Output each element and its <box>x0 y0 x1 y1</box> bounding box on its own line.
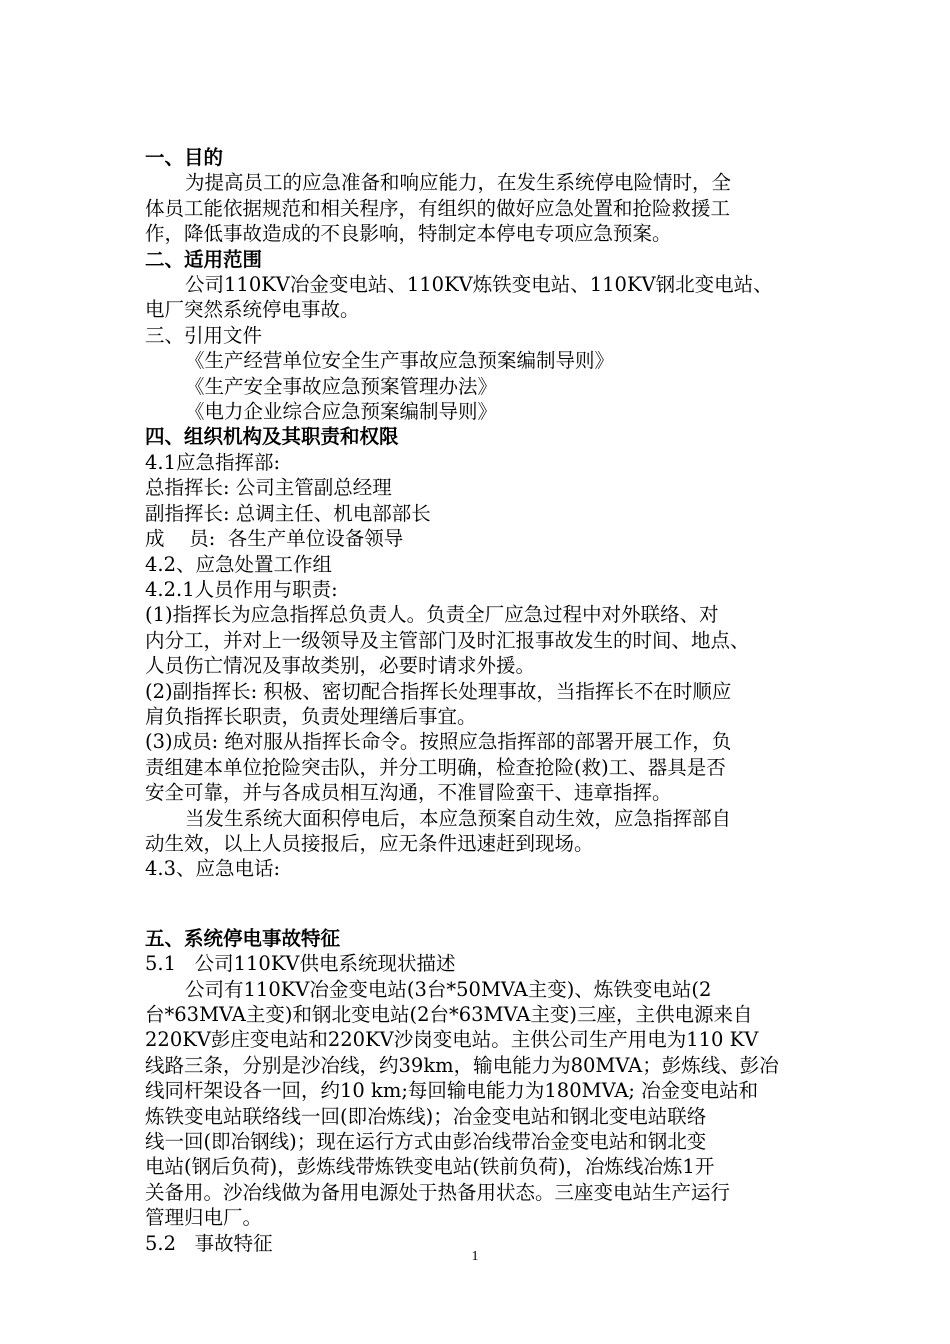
paragraph-line: 管理归电厂。 <box>145 1206 263 1230</box>
page-number: 1 <box>471 1249 479 1264</box>
paragraph-line: 当发生系统大面积停电后，本应急预案自动生效，应急指挥部自 <box>185 806 732 830</box>
paragraph-line: (3)成员: 绝对服从指挥长命令。按照应急指挥部的部署开展工作，负 <box>145 730 732 754</box>
section-heading: 三、引用文件 <box>145 323 263 347</box>
paragraph-line: 副指挥长: 总调主任、机电部部长 <box>145 501 431 525</box>
paragraph-line: 体员工能依据规范和相关程序，有组织的做好应急处置和抢险救援工 <box>145 196 731 220</box>
paragraph-line: 电站(钢后负荷)，彭炼线带炼铁变电站(铁前负荷)，冶炼线冶炼1开 <box>145 1155 715 1179</box>
paragraph-line: 炼铁变电站联络线一回(即冶炼线)；冶金变电站和钢北变电站联络 <box>145 1104 707 1128</box>
subsection-heading: 5.2 事故特征 <box>145 1231 273 1255</box>
paragraph-line: 220KV彭庄变电站和220KV沙岗变电站。主供公司生产用电为110 KV <box>145 1028 759 1052</box>
section-heading: 二、适用范围 <box>145 247 263 271</box>
paragraph-line: 线一回(即冶钢线)；现在运行方式由彭冶线带冶金变电站和钢北变 <box>145 1130 707 1154</box>
paragraph-line: 作，降低事故造成的不良影响，特制定本停电专项应急预案。 <box>145 222 672 246</box>
reference-doc: 《生产经营单位安全生产事故应急预案编制导则》 <box>185 349 615 373</box>
paragraph-line: 4.2.1人员作用与职责: <box>145 577 338 601</box>
paragraph-line: 动生效，以上人员接报后，应无条件迅速赶到现场。 <box>145 831 594 855</box>
section-heading: 五、系统停电事故特征 <box>145 926 341 950</box>
paragraph-line: 4.1应急指挥部: <box>145 450 281 474</box>
subsection-heading: 5.1 公司110KV供电系统现状描述 <box>145 952 456 976</box>
paragraph-line: 公司110KV冶金变电站、110KV炼铁变电站、110KV钢北变电站、 <box>185 273 773 297</box>
paragraph-line: 内分工，并对上一级领导及主管部门及时汇报事故发生的时间、地点、 <box>145 628 750 652</box>
paragraph-line: 安全可靠，并与各成员相互沟通，不准冒险蛮干、违章指挥。 <box>145 781 672 805</box>
section-heading: 四、组织机构及其职责和权限 <box>145 425 399 449</box>
paragraph-line: 关备用。沙冶线做为备用电源处于热备用状态。三座变电站生产运行 <box>145 1180 731 1204</box>
paragraph-line: 线路三条，分别是沙冶线，约39km，输电能力为80MVA；彭炼线、彭冶 <box>145 1053 779 1077</box>
paragraph-line: 责组建本单位抢险突击队，并分工明确，检查抢险(救)工、器具是否 <box>145 755 726 779</box>
paragraph-line: 为提高员工的应急准备和响应能力，在发生系统停电险情时，全 <box>185 171 732 195</box>
paragraph-line: 公司有110KV冶金变电站(3台*50MVA主变)、炼铁变电站(2 <box>185 977 712 1001</box>
paragraph-line: 4.2、应急处置工作组 <box>145 552 333 576</box>
reference-doc: 《电力企业综合应急预案编制导则》 <box>185 400 498 424</box>
paragraph-line: 人员伤亡情况及事故类别，必要时请求外援。 <box>145 654 536 678</box>
paragraph-line: 肩负指挥长职责，负责处理缮后事宜。 <box>145 704 477 728</box>
document-body <box>145 145 809 1256</box>
paragraph-line: 台*63MVA主变)和钢北变电站(2台*63MVA主变)三座，主供电源来自 <box>145 1003 753 1026</box>
reference-doc: 《生产安全事故应急预案管理办法》 <box>185 374 498 398</box>
paragraph-line: 成 员: 各生产单位设备领导 <box>145 527 404 551</box>
paragraph-line: 电厂突然系统停电事故。 <box>145 298 360 322</box>
paragraph-line: 线同杆架设各一回，约10 km;每回输电能力为180MVA; 冶金变电站和 <box>145 1079 759 1103</box>
paragraph-line: (2)副指挥长: 积极、密切配合指挥长处理事故，当指挥长不在时顺应 <box>145 679 732 703</box>
paragraph-line: (1)指挥长为应急指挥总负责人。负责全厂应急过程中对外联络、对 <box>145 603 719 627</box>
paragraph-line: 总指挥长: 公司主管副总经理 <box>145 476 392 500</box>
blank-space <box>145 882 809 926</box>
paragraph-line: 4.3、应急电话: <box>145 857 281 881</box>
section-heading: 一、目的 <box>145 146 224 169</box>
